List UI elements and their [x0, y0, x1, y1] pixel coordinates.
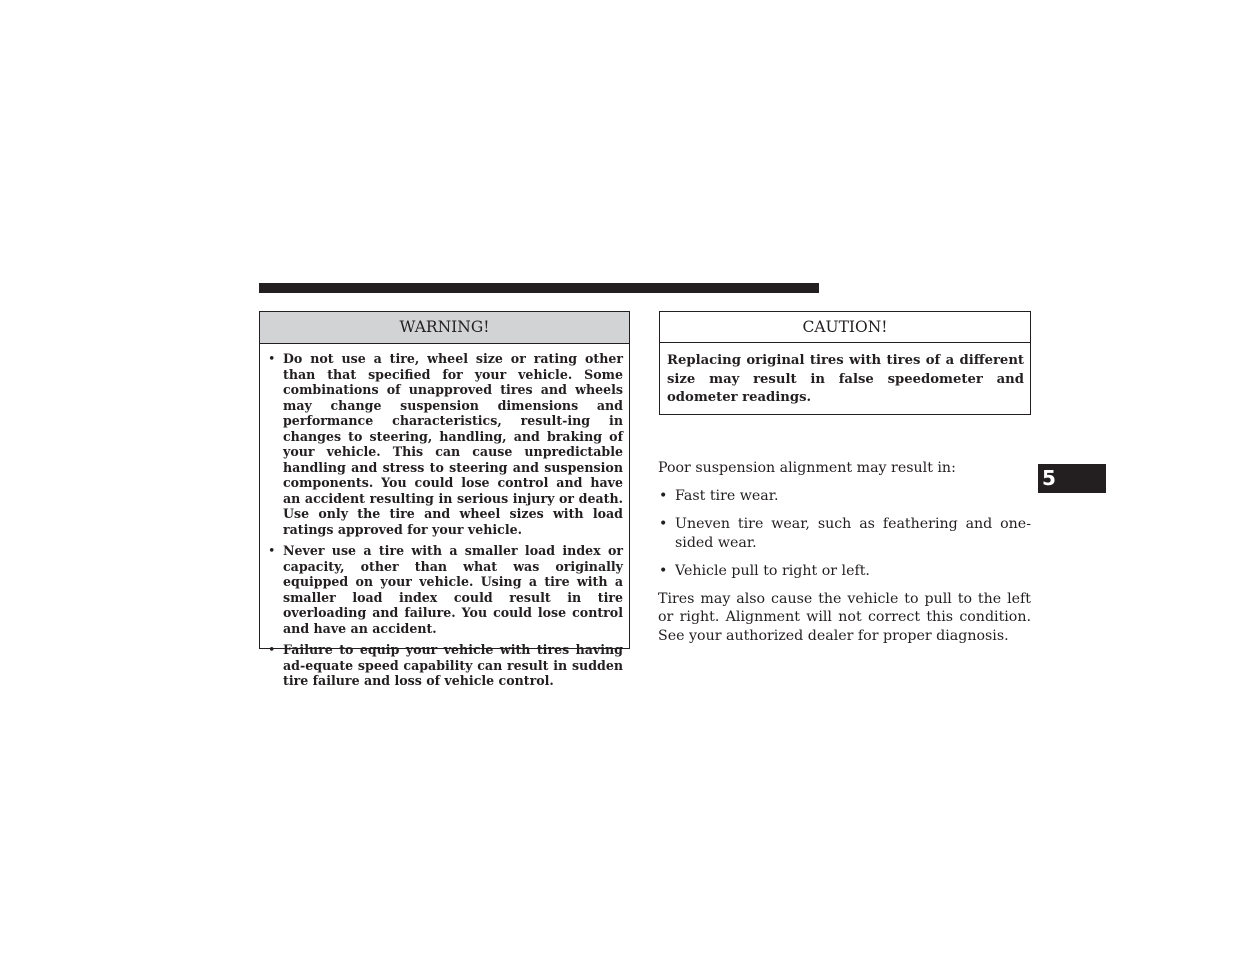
alignment-item [658, 487, 1031, 506]
top-rule [259, 283, 819, 293]
warning-item [266, 351, 623, 537]
bullet-icon: • [659, 516, 668, 532]
bullet-icon: • [268, 642, 276, 657]
bullet-icon: • [659, 562, 668, 579]
warning-item-text: Failure to equip your vehicle with tires having ad-equate speed capability can result in sudden tire failure and loss of vehicle control. [283, 642, 623, 688]
alignment-section [658, 459, 1031, 655]
alignment-item [658, 515, 1031, 552]
caution-box [659, 311, 1031, 415]
warning-list [266, 351, 623, 689]
alignment-closing: Tires may also cause the vehicle to pull to the left or right. Alignment will not correct this condition. See your authorized dealer for proper diagnosis. [658, 590, 1031, 644]
caution-text: Replacing original tires with tires of a different size may result in false speedometer and odometer readings. [667, 353, 1024, 405]
warning-title: WARNING! [260, 312, 629, 344]
warning-item [266, 543, 623, 636]
alignment-item [658, 562, 1031, 581]
alignment-item-text: Vehicle pull to right or left. [675, 562, 870, 579]
alignment-item-text: Uneven tire wear, such as feathering and one-sided wear. [675, 516, 1031, 551]
warning-item-text: Do not use a tire, wheel size or rating other than that specified for your vehicle. Some combinations of unapproved tires and wheels may change suspension dimensions and performance characteristics, result-ing in changes to steering, handling, and braking of your vehicle. This can cause unpredictable handling and stress to steering and suspension components. You could lose control and have an accident resulting in serious injury or death. Use only the tire and wheel sizes with load ratings approved for your vehicle. [283, 351, 623, 537]
alignment-item-text: Fast tire wear. [675, 488, 779, 504]
warning-body [260, 344, 629, 689]
bullet-icon: • [268, 543, 276, 558]
caution-title: CAUTION! [660, 312, 1030, 343]
alignment-intro: Poor suspension alignment may result in: [658, 460, 956, 476]
bullet-icon: • [268, 351, 276, 366]
warning-box [259, 311, 630, 688]
warning-item [266, 642, 623, 689]
alignment-list [658, 487, 1031, 580]
section-tab: 5 [1038, 464, 1106, 493]
warning-item-text: Never use a tire with a smaller load index or capacity, other than what was originally equipped on your vehicle. Using a tire with a smaller load index could result in tire overloading and failure. You could lose control and have an accident. [283, 543, 623, 636]
bullet-icon: • [659, 488, 668, 504]
